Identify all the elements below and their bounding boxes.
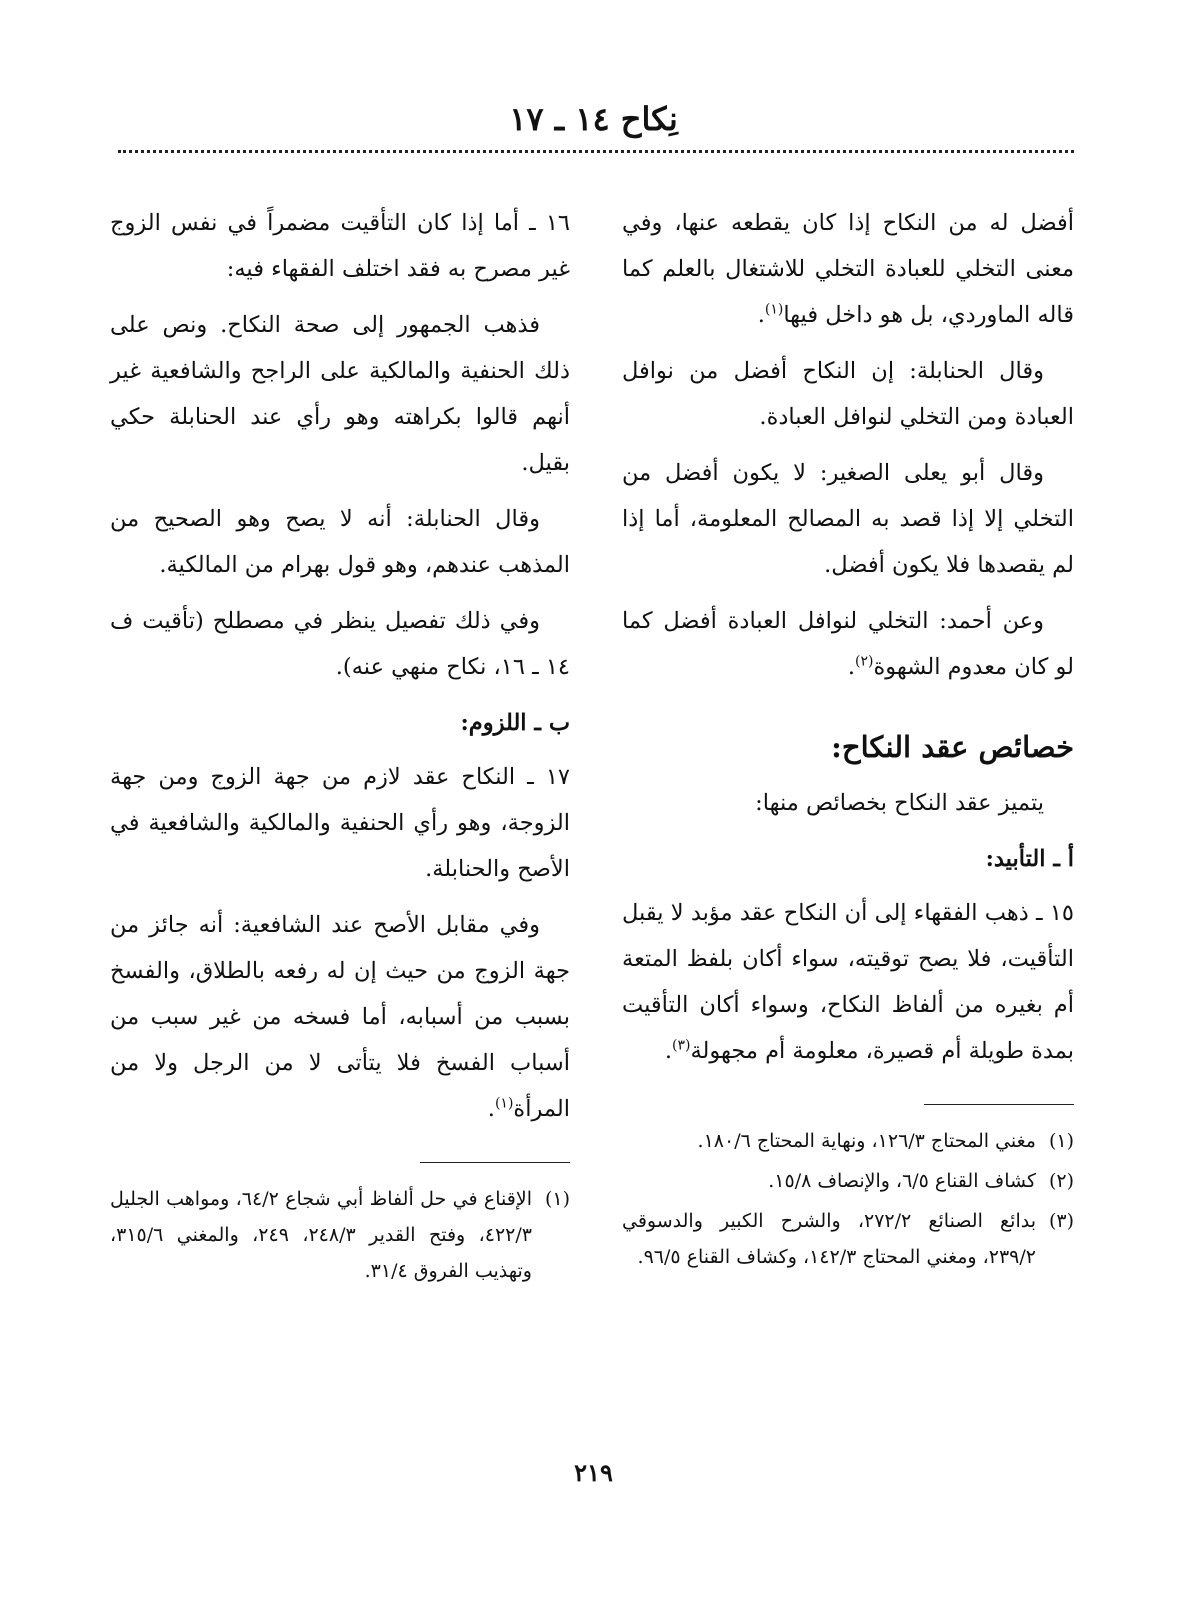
paragraph: وقال الحنابلة: أنه لا يصح وهو الصحيح من المذهب عندهم، وهو قول بهرام من المالكية. bbox=[110, 506, 570, 578]
header-dotted-rule bbox=[118, 150, 1074, 153]
footnote-ref: (١) bbox=[764, 301, 784, 318]
paragraph: فذهب الجمهور إلى صحة النكاح. ونص على ذلك الحنفية والمالكية على الراجح والشافعية غير أنهم قالوا بكراهته وهو رأي عند الحنابلة حكي بقيل. bbox=[110, 312, 570, 476]
paragraph-text: وفي مقابل الأصح عند الشافعية: أنه جائز من جهة الزوج من حيث إن له رفعه بالطلاق، والفسخ بسبب من أسبابه، أما فسخه من غير سبب من أسباب الفسخ فلا يتأتى لا من الرجل ولا من المرأة bbox=[110, 912, 570, 1122]
paragraph: وفي ذلك تفصيل ينظر في مصطلح (تأقيت ف ١٤ ـ ١٦، نكاح منهي عنه). bbox=[110, 608, 570, 680]
paragraph: يتميز عقد النكاح بخصائص منها: bbox=[755, 790, 1044, 816]
footnote-number: (١) bbox=[1048, 1130, 1074, 1152]
paragraph: ١٥ ـ ذهب الفقهاء إلى أن النكاح عقد مؤبد لا يقبل التأقيت، فلا يصح توقيته، سواء أكان بلفظ المتعة أم بغيره من ألفاظ النكاح، وسواء أكان التأقيت بمدة طويلة أم قصيرة، معلومة أم مجهولة$^{(٣)}$. bbox=[622, 900, 1074, 1064]
paragraph: وقال الحنابلة: إن النكاح أفضل من نوافل العبادة ومن التخلي لنوافل العبادة. bbox=[622, 358, 1074, 430]
paragraph: ١٧ ـ النكاح عقد لازم من جهة الزوج ومن جهة الزوجة، وهو رأي الحنفية والمالكية والشافعية في الأصح والحنابلة. bbox=[110, 764, 570, 882]
footnote bbox=[622, 1123, 1074, 1159]
footnote-text: الإقناع في حل ألفاظ أبي شجاع ٦٤/٢، ومواهب الجليل ٤٢٢/٣، وفتح القدير ٢٤٨/٣، ٢٤٩، والمغني ٣١٥/٦، وتهذيب الفروق ٣١/٤. bbox=[110, 1188, 532, 1282]
footnote-ref: (٢) bbox=[855, 653, 874, 670]
footnote-text: مغني المحتاج ١٢٦/٣، ونهاية المحتاج ١٨٠/٦. bbox=[697, 1130, 1036, 1152]
paragraph: وفي مقابل الأصح عند الشافعية: أنه جائز من جهة الزوج من حيث إن له رفعه بالطلاق، والفسخ بسبب من أسبابه، أما فسخه من غير سبب من أسباب الفسخ فلا يتأتى لا من الرجل ولا من المرأة$^{(١)}$. bbox=[110, 912, 570, 1122]
running-header: نِكاح ١٤ ـ ١٧ bbox=[509, 100, 678, 138]
footnote bbox=[622, 1203, 1074, 1275]
footnote-text: كشاف القناع ٦/٥، والإنصاف ١٥/٨. bbox=[768, 1170, 1036, 1192]
footnote-rule bbox=[924, 1104, 1074, 1105]
footnote-text: بدائع الصنائع ٢٧٢/٢، والشرح الكبير والدسوقي ٢٣٩/٢، ومغني المحتاج ١٤٢/٣، وكشاف القناع ٩٦/٥. bbox=[622, 1210, 1036, 1268]
paragraph-text: وعن أحمد: التخلي لنوافل العبادة أفضل كما لو كان معدوم الشهوة bbox=[622, 608, 1074, 680]
section-heading: خصائص عقد النكاح: bbox=[831, 730, 1074, 764]
footnote-number: (١) bbox=[544, 1188, 570, 1210]
paragraph: وعن أحمد: التخلي لنوافل العبادة أفضل كما لو كان معدوم الشهوة$^{(٢)}$. bbox=[622, 608, 1074, 680]
footnote-number: (٢) bbox=[1048, 1170, 1074, 1192]
subsection-heading: أ ـ التأبيد: bbox=[985, 846, 1074, 872]
page-number: ٢١٩ bbox=[574, 1458, 613, 1487]
right-column bbox=[622, 200, 1074, 1279]
paragraph-text: أفضل له من النكاح إذا كان يقطعه عنها، وفي معنى التخلي للعبادة التخلي للاشتغال بالعلم كما قاله الماوردي، بل هو داخل فيها bbox=[622, 210, 1074, 328]
footnote bbox=[110, 1181, 570, 1289]
paragraph: ١٦ ـ أما إذا كان التأقيت مضمراً في نفس الزوج غير مصرح به فقد اختلف الفقهاء فيه: bbox=[110, 210, 570, 282]
footnote-number: (٣) bbox=[1048, 1210, 1074, 1232]
footnote-rule bbox=[420, 1162, 570, 1163]
footnote-ref: (١) bbox=[494, 1095, 514, 1112]
footnote bbox=[622, 1163, 1074, 1199]
paragraph: أفضل له من النكاح إذا كان يقطعه عنها، وفي معنى التخلي للعبادة التخلي للاشتغال بالعلم كما قاله الماوردي، بل هو داخل فيها$^{(١)}$. bbox=[622, 210, 1074, 328]
subsection-heading: ب ـ اللزوم: bbox=[460, 710, 570, 736]
left-column bbox=[110, 200, 570, 1293]
paragraph: وقال أبو يعلى الصغير: لا يكون أفضل من التخلي إلا إذا قصد به المصالح المعلومة، أما إذا لم يقصدها فلا يكون أفضل. bbox=[622, 460, 1074, 578]
footnote-ref: (٣) bbox=[671, 1037, 691, 1054]
paragraph-text: ١٥ ـ ذهب الفقهاء إلى أن النكاح عقد مؤبد لا يقبل التأقيت، فلا يصح توقيته، سواء أكان بلفظ المتعة أم بغيره من ألفاظ النكاح، وسواء أكان التأقيت بمدة طويلة أم قصيرة، معلومة أم مجهولة bbox=[622, 900, 1074, 1064]
